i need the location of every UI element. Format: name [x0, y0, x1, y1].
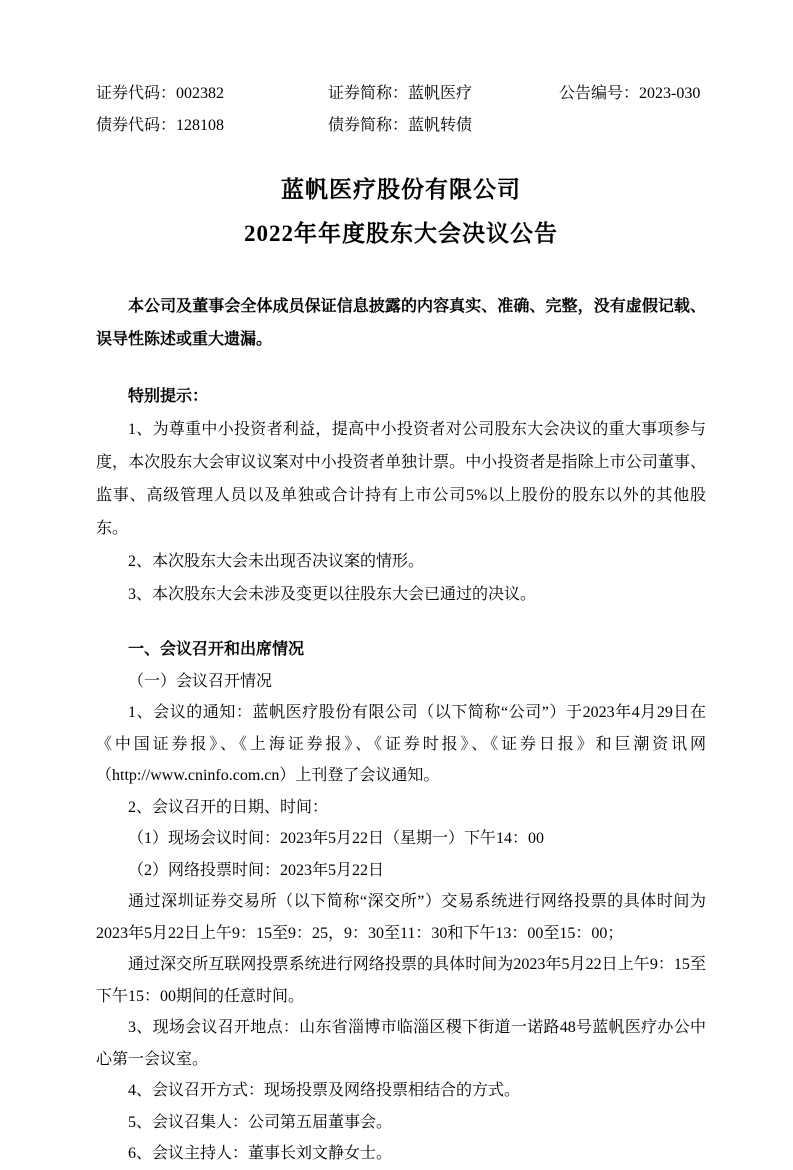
- document-header: [96, 78, 706, 142]
- trading-system-voting-time: 通过深圳证券交易所（以下简称“深交所”）交易系统进行网络投票的具体时间为2023年5月22日上午9：15至9：25，9：30至11：30和下午13：00至15：00；: [96, 893, 706, 942]
- onsite-meeting-time: （1）现场会议时间：2023年5月22日（星期一）下午14：00: [128, 830, 545, 847]
- header-row-stock: [96, 78, 706, 110]
- board-declaration-paragraph: 本公司及董事会全体成员保证信息披露的内容真实、准确、完整，没有虚假记载、误导性陈述或重大遗漏。: [96, 298, 706, 348]
- section-one-heading: 一、会议召开和出席情况: [128, 641, 305, 658]
- online-voting-date: （2）网络投票时间：2023年5月22日: [128, 861, 385, 879]
- meeting-datetime-heading: 2、会议召开的日期、时间：: [128, 798, 329, 816]
- announcement-title-line: 2022年年度股东大会决议公告: [244, 221, 558, 246]
- header-row-bond: [96, 110, 706, 142]
- meeting-convener: 5、会议召集人：公司第五届董事会。: [128, 1113, 393, 1131]
- bond-short-name: 债券简称：蓝帆转债: [328, 117, 473, 134]
- internet-voting-time: 通过深交所互联网投票系统进行网络投票的具体时间为2023年5月22日上午9：15至下午15：00期间的任意时间。: [96, 956, 706, 1005]
- special-notice-item-2: 2、本次股东大会未出现否决议案的情形。: [128, 553, 425, 570]
- special-notice-item-1: 1、为尊重中小投资者利益，提高中小投资者对公司股东大会决议的重大事项参与度，本次股东大会审议议案对中小投资者单独计票。中小投资者是指除上市公司董事、监事、高级管理人员以及单独或合计持有上市公司5%以上股份的股东以外的其他股东。: [96, 421, 706, 537]
- section-one-subheading: （一）会议召开情况: [128, 672, 273, 690]
- stock-code: 证券代码：002382: [96, 85, 225, 102]
- header-row-bond-spacer: [559, 110, 706, 142]
- stock-short-name: 证券简称：蓝帆医疗: [328, 85, 473, 102]
- announcement-number: 公告编号：2023-030: [559, 85, 701, 102]
- meeting-method: 4、会议召开方式：现场投票及网络投票相结合的方式。: [128, 1082, 521, 1099]
- bond-code: 债券代码：128108: [96, 117, 225, 134]
- document-title: [96, 168, 706, 256]
- meeting-notice-paragraph: 1、会议的通知：蓝帆医疗股份有限公司（以下简称“公司”）于2023年4月29日在《中国证券报》、《上海证券报》、《证券时报》、《证券日报》和巨潮资讯网（http://www.cninfo.com.cn）上刊登了会议通知。: [96, 704, 706, 784]
- special-notice-item-3: 3、本次股东大会未涉及变更以往股东大会已通过的决议。: [128, 586, 537, 603]
- company-name-title-line: 蓝帆医疗股份有限公司: [281, 177, 521, 202]
- meeting-chair: 6、会议主持人：董事长刘文静女士。: [128, 1145, 393, 1162]
- meeting-location: 3、现场会议召开地点：山东省淄博市临淄区稷下街道一诺路48号蓝帆医疗办公中心第一会议室。: [96, 1019, 706, 1068]
- special-notice-heading: 特别提示：: [128, 388, 209, 405]
